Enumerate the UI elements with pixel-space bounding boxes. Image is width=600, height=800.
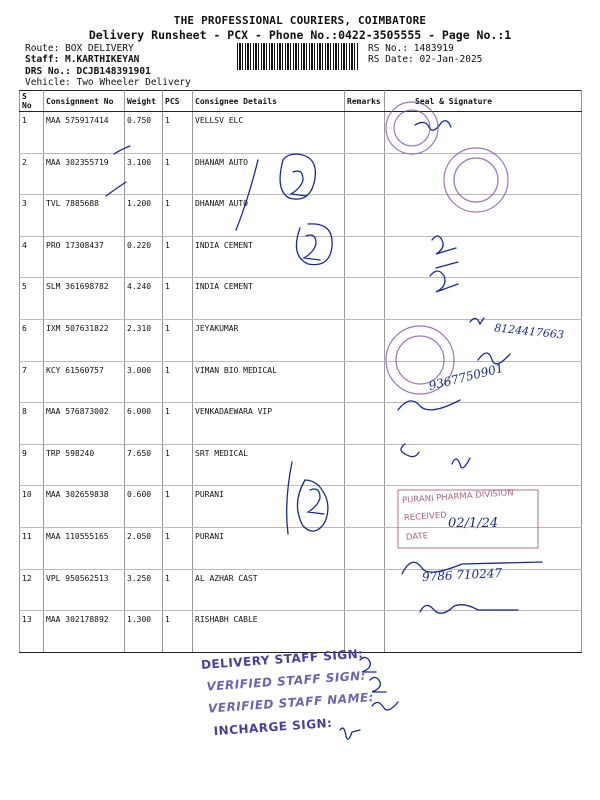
cell-consignment: TRP 598240	[44, 444, 125, 486]
cell-consignment: MAA 302178892	[44, 611, 125, 653]
cell-signature	[385, 153, 582, 195]
cell-pcs: 1	[163, 195, 193, 237]
cell-sno: 1	[20, 112, 44, 154]
cell-pcs: 1	[163, 319, 193, 361]
col-consignee-header: Consignee Details	[193, 91, 345, 112]
cell-remarks	[345, 278, 385, 320]
cell-pcs: 1	[163, 611, 193, 653]
cell-signature	[385, 444, 582, 486]
cell-sno: 3	[20, 195, 44, 237]
cell-weight: 3.100	[125, 153, 163, 195]
vehicle-text: Vehicle: Two Wheeler Delivery	[25, 77, 191, 88]
table-row	[20, 278, 582, 320]
cell-consignment: TVL 7885688	[44, 195, 125, 237]
cell-sno: 6	[20, 319, 44, 361]
table-row	[20, 236, 582, 278]
cell-consignee: VELLSV ELC	[193, 112, 345, 154]
cell-consignment: MAA 302659838	[44, 486, 125, 528]
cell-remarks	[345, 569, 385, 611]
cell-consignment: MAA 110555165	[44, 527, 125, 569]
cell-remarks	[345, 153, 385, 195]
handwritten-phone-3: 9786 710247	[421, 565, 503, 585]
table-row	[20, 112, 582, 154]
staff-text: Staff: M.KARTHIKEYAN	[25, 54, 140, 65]
cell-sno: 7	[20, 361, 44, 403]
cell-pcs: 1	[163, 361, 193, 403]
cell-consignment: PRO 17308437	[44, 236, 125, 278]
rs-date: RS Date: 02-Jan-2025	[368, 54, 483, 65]
cell-consignment: SLM 361698782	[44, 278, 125, 320]
col-weight-header: Weight	[125, 91, 163, 112]
handwritten-phone-1: 8124417663	[493, 321, 565, 342]
cell-consignment: VPL 950562513	[44, 569, 125, 611]
col-signature-header: Seal & Signature	[385, 91, 582, 112]
cell-consignee: DHANAM AUTO	[193, 195, 345, 237]
verified-staff-name-label: VERIFIED STAFF NAME:	[207, 689, 375, 716]
cell-sno: 12	[20, 569, 44, 611]
cell-pcs: 1	[163, 112, 193, 154]
cell-sno: 4	[20, 236, 44, 278]
cell-consignee: AL AZHAR CAST	[193, 569, 345, 611]
cell-consignee: RISHABH CABLE	[193, 611, 345, 653]
cell-pcs: 1	[163, 486, 193, 528]
cell-remarks	[345, 444, 385, 486]
handwritten-date: 02/1/24	[448, 516, 499, 531]
cell-remarks	[345, 486, 385, 528]
cell-consignee: DHANAM AUTO	[193, 153, 345, 195]
cell-consignment: MAA 575917414	[44, 112, 125, 154]
cell-sno: 5	[20, 278, 44, 320]
purani-stamp-title: PURANI PHARMA DIVISION	[401, 488, 514, 506]
table-header-row	[20, 91, 582, 112]
cell-signature	[385, 112, 582, 154]
cell-pcs: 1	[163, 278, 193, 320]
cell-pcs: 1	[163, 569, 193, 611]
col-pcs-header: PCS	[163, 91, 193, 112]
cell-weight: 3.000	[125, 361, 163, 403]
rs-number: RS No.: 1483919	[368, 43, 454, 54]
cell-pcs: 1	[163, 403, 193, 445]
cell-sno: 2	[20, 153, 44, 195]
col-remarks-header: Remarks	[345, 91, 385, 112]
cell-sno: 13	[20, 611, 44, 653]
cell-remarks	[345, 361, 385, 403]
route-text: Route: BOX DELIVERY	[25, 43, 134, 54]
table-row	[20, 527, 582, 569]
cell-signature	[385, 403, 582, 445]
cell-sno: 10	[20, 486, 44, 528]
table-row	[20, 153, 582, 195]
drs-text: DRS No.: DCJB148391901	[25, 66, 151, 77]
cell-pcs: 1	[163, 153, 193, 195]
cell-consignee: PURANI	[193, 486, 345, 528]
cell-consignment: MAA 576873002	[44, 403, 125, 445]
cell-signature	[385, 236, 582, 278]
cell-weight: 0.220	[125, 236, 163, 278]
cell-remarks	[345, 236, 385, 278]
cell-consignee: VENKADAEWARA VIP	[193, 403, 345, 445]
cell-remarks	[345, 403, 385, 445]
cell-consignee: INDIA CEMENT	[193, 236, 345, 278]
incharge-sign-label: INCHARGE SIGN:	[213, 715, 333, 739]
cell-weight: 0.600	[125, 486, 163, 528]
cell-weight: 6.000	[125, 403, 163, 445]
cell-weight: 2.050	[125, 527, 163, 569]
staff-stamp	[200, 632, 466, 750]
cell-signature	[385, 278, 582, 320]
cell-sno: 11	[20, 527, 44, 569]
delivery-staff-sign-label: DELIVERY STAFF SIGN:	[200, 646, 364, 672]
handwritten-phone-2: 9367750901	[427, 360, 505, 394]
cell-pcs: 1	[163, 444, 193, 486]
cell-consignee: VIMAN BIO MEDICAL	[193, 361, 345, 403]
cell-weight: 4.240	[125, 278, 163, 320]
purani-stamp-date: DATE	[405, 531, 429, 543]
cell-remarks	[345, 319, 385, 361]
col-sno-header: S No	[20, 91, 44, 112]
cell-consignee: INDIA CEMENT	[193, 278, 345, 320]
cell-consignee: JEYAKUMAR	[193, 319, 345, 361]
cell-consignment: IXM 507631822	[44, 319, 125, 361]
cell-weight: 2.310	[125, 319, 163, 361]
cell-weight: 3.250	[125, 569, 163, 611]
cell-signature	[385, 195, 582, 237]
purani-stamp-received: RECEIVED	[403, 510, 448, 524]
cell-sno: 8	[20, 403, 44, 445]
cell-remarks	[345, 112, 385, 154]
cell-weight: 7.650	[125, 444, 163, 486]
col-consignment-header: Consignment No	[44, 91, 125, 112]
cell-remarks	[345, 527, 385, 569]
cell-sno: 9	[20, 444, 44, 486]
barcode	[237, 43, 359, 70]
cell-weight: 1.300	[125, 611, 163, 653]
verified-staff-sign-label: VERIFIED STAFF SIGN:	[206, 668, 367, 694]
table-row	[20, 403, 582, 445]
cell-pcs: 1	[163, 236, 193, 278]
cell-pcs: 1	[163, 527, 193, 569]
cell-consignment: MAA 302355719	[44, 153, 125, 195]
table-row	[20, 195, 582, 237]
cell-consignee: SRT MEDICAL	[193, 444, 345, 486]
cell-remarks	[345, 195, 385, 237]
cell-consignee: PURANI	[193, 527, 345, 569]
cell-weight: 0.750	[125, 112, 163, 154]
table-row	[20, 444, 582, 486]
cell-weight: 1.200	[125, 195, 163, 237]
runsheet-subtitle: Delivery Runsheet - PCX - Phone No.:0422-3505555 - Page No.:1	[88, 28, 512, 42]
cell-consignment: KCY 61560757	[44, 361, 125, 403]
company-title: THE PROFESSIONAL COURIERS, COIMBATORE	[173, 14, 427, 27]
